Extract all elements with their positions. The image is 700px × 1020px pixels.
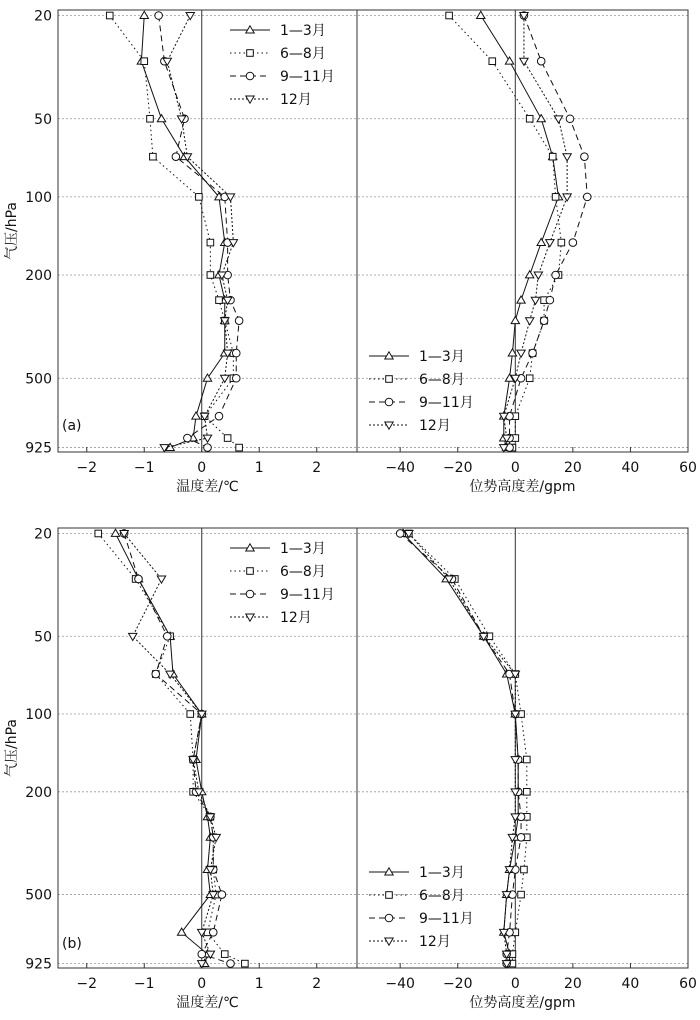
data-point bbox=[563, 194, 571, 201]
data-point bbox=[198, 950, 206, 958]
data-point bbox=[537, 115, 545, 122]
legend-label: 1—3月 bbox=[280, 541, 326, 557]
data-point bbox=[524, 756, 531, 763]
data-point bbox=[552, 271, 560, 279]
x-axis-label: 位势高度差/gpm bbox=[469, 995, 576, 1011]
data-point bbox=[218, 891, 226, 899]
data-point bbox=[520, 58, 528, 65]
data-point bbox=[192, 412, 200, 419]
data-point bbox=[155, 12, 163, 20]
legend-marker bbox=[385, 914, 393, 922]
data-point bbox=[531, 297, 539, 304]
x-tick-label: −1 bbox=[133, 460, 155, 476]
series-line bbox=[124, 533, 230, 963]
data-point bbox=[147, 115, 154, 122]
legend-marker bbox=[385, 868, 393, 875]
data-point bbox=[396, 530, 404, 538]
x-tick-label: 20 bbox=[563, 460, 582, 476]
series-line bbox=[141, 15, 224, 447]
legend-label: 1—3月 bbox=[280, 23, 326, 39]
data-point bbox=[546, 296, 554, 304]
data-point bbox=[135, 575, 143, 583]
data-point bbox=[152, 670, 160, 678]
data-point bbox=[534, 272, 542, 279]
y-tick-label: 200 bbox=[25, 267, 52, 284]
data-point bbox=[95, 530, 102, 537]
legend-marker bbox=[247, 568, 254, 575]
data-point bbox=[505, 57, 513, 64]
subplot-geopotential bbox=[357, 528, 697, 1011]
data-point bbox=[140, 11, 148, 18]
data-point bbox=[537, 238, 545, 245]
data-point bbox=[235, 317, 243, 325]
y-axis-label: 气压/hPa bbox=[4, 719, 20, 777]
data-point bbox=[583, 193, 591, 201]
data-point bbox=[221, 951, 228, 958]
x-tick-label: −20 bbox=[442, 460, 473, 476]
y-tick-label: 100 bbox=[25, 189, 52, 206]
legend-marker bbox=[385, 938, 393, 945]
data-point bbox=[186, 13, 194, 20]
data-point bbox=[141, 58, 148, 65]
y-tick-label: 20 bbox=[34, 526, 52, 543]
y-tick-label: 100 bbox=[25, 707, 52, 724]
x-tick-label: −20 bbox=[442, 976, 473, 992]
x-tick-label: 60 bbox=[679, 460, 697, 476]
series-line bbox=[116, 533, 211, 963]
legend-label: 6—8月 bbox=[280, 564, 326, 580]
data-point bbox=[517, 350, 525, 357]
x-tick-label: −40 bbox=[385, 976, 415, 992]
x-tick-label: 2 bbox=[312, 460, 322, 476]
legend-label: 12月 bbox=[280, 92, 312, 108]
legend bbox=[369, 865, 474, 950]
series-4 bbox=[160, 13, 237, 452]
data-point bbox=[521, 866, 528, 873]
data-point bbox=[526, 375, 533, 382]
data-point bbox=[150, 153, 157, 160]
x-tick-label: 40 bbox=[621, 460, 640, 476]
data-point bbox=[216, 297, 223, 304]
legend-label: 9—11月 bbox=[280, 587, 335, 603]
x-tick-label: −1 bbox=[133, 976, 155, 992]
legend-marker bbox=[246, 72, 254, 80]
plot-frame bbox=[357, 10, 688, 452]
x-tick-label: −2 bbox=[76, 976, 98, 992]
data-point bbox=[540, 317, 548, 325]
x-tick-label: 40 bbox=[621, 976, 640, 992]
data-point bbox=[232, 349, 240, 357]
data-point bbox=[187, 711, 194, 718]
y-tick-label: 500 bbox=[25, 887, 52, 904]
legend-marker bbox=[386, 892, 393, 899]
data-point bbox=[525, 271, 533, 278]
data-point bbox=[525, 318, 533, 325]
x-tick-label: 20 bbox=[563, 976, 582, 992]
data-point bbox=[163, 632, 171, 640]
legend-label: 12月 bbox=[280, 610, 312, 626]
legend bbox=[230, 23, 335, 108]
data-point bbox=[526, 115, 533, 122]
legend-marker bbox=[385, 398, 393, 406]
data-point bbox=[524, 788, 531, 795]
data-point bbox=[172, 153, 180, 161]
subplot-temperature bbox=[58, 528, 357, 1011]
panel-label: (b) bbox=[62, 936, 82, 952]
data-point bbox=[209, 929, 217, 937]
data-point bbox=[157, 576, 165, 583]
data-point bbox=[518, 891, 525, 898]
data-point bbox=[184, 434, 192, 442]
legend-marker bbox=[385, 422, 393, 429]
data-point bbox=[196, 194, 203, 201]
legend-marker bbox=[247, 50, 254, 57]
x-tick-label: 0 bbox=[510, 976, 520, 992]
series-2 bbox=[106, 12, 242, 451]
x-axis-label: 温度差/℃ bbox=[176, 479, 239, 495]
data-point bbox=[204, 444, 212, 452]
data-point bbox=[517, 296, 525, 303]
data-point bbox=[242, 960, 249, 967]
series-2 bbox=[95, 530, 248, 967]
data-point bbox=[446, 12, 453, 19]
legend-label: 9—11月 bbox=[419, 911, 474, 927]
data-point bbox=[227, 960, 235, 968]
legend-label: 1—3月 bbox=[419, 349, 465, 365]
series-line bbox=[124, 533, 216, 963]
y-tick-label: 925 bbox=[25, 440, 52, 457]
data-point bbox=[511, 316, 519, 323]
x-axis-label: 位势高度差/gpm bbox=[469, 479, 576, 495]
data-point bbox=[569, 239, 577, 247]
legend-marker bbox=[385, 352, 393, 359]
y-tick-label: 20 bbox=[34, 8, 52, 25]
series-line bbox=[510, 15, 588, 447]
data-point bbox=[203, 374, 211, 381]
data-point bbox=[563, 154, 571, 161]
data-point bbox=[477, 11, 485, 18]
legend-label: 12月 bbox=[419, 934, 451, 950]
data-point bbox=[106, 12, 113, 19]
legend-label: 12月 bbox=[419, 418, 451, 434]
legend-marker bbox=[246, 590, 254, 598]
x-tick-label: −2 bbox=[76, 460, 98, 476]
series-line bbox=[159, 15, 240, 447]
y-tick-label: 500 bbox=[25, 371, 52, 388]
data-point bbox=[552, 194, 559, 201]
x-tick-label: 0 bbox=[510, 460, 520, 476]
x-tick-label: 60 bbox=[679, 976, 697, 992]
y-tick-label: 50 bbox=[34, 629, 52, 646]
legend-label: 1—3月 bbox=[419, 865, 465, 881]
legend-marker bbox=[246, 96, 254, 103]
legend-label: 6—8月 bbox=[419, 888, 465, 904]
series-line bbox=[98, 533, 245, 963]
data-point bbox=[529, 349, 537, 357]
legend-marker bbox=[246, 544, 254, 551]
data-point bbox=[517, 833, 525, 841]
data-point bbox=[207, 272, 214, 279]
y-tick-label: 200 bbox=[25, 784, 52, 801]
data-point bbox=[157, 115, 165, 122]
x-tick-label: 1 bbox=[254, 460, 264, 476]
legend-marker bbox=[386, 376, 393, 383]
data-point bbox=[221, 375, 229, 382]
y-tick-label: 50 bbox=[34, 111, 52, 128]
legend-label: 9—11月 bbox=[280, 69, 335, 85]
panel-b bbox=[4, 526, 697, 1011]
plot-frame bbox=[357, 528, 688, 968]
x-tick-label: 0 bbox=[197, 976, 207, 992]
data-point bbox=[207, 239, 214, 246]
data-point bbox=[489, 58, 496, 65]
x-tick-label: 2 bbox=[312, 976, 322, 992]
data-point bbox=[549, 153, 556, 160]
series-line bbox=[449, 15, 561, 447]
x-axis-label: 温度差/℃ bbox=[176, 995, 239, 1011]
data-point bbox=[232, 374, 240, 382]
legend bbox=[230, 541, 335, 626]
series-line bbox=[110, 15, 239, 447]
data-point bbox=[111, 529, 119, 536]
data-point bbox=[546, 240, 554, 247]
data-point bbox=[537, 57, 545, 65]
legend-label: 6—8月 bbox=[280, 46, 326, 62]
data-point bbox=[566, 115, 574, 123]
legend-marker bbox=[246, 614, 254, 621]
legend bbox=[369, 349, 474, 434]
series-line bbox=[504, 15, 567, 447]
data-point bbox=[215, 412, 223, 420]
series-3 bbox=[120, 530, 234, 968]
series-3 bbox=[155, 12, 243, 452]
panel-a bbox=[4, 8, 697, 495]
legend-label: 9—11月 bbox=[419, 395, 474, 411]
legend-marker bbox=[246, 26, 254, 33]
data-point bbox=[129, 633, 137, 640]
legend-label: 6—8月 bbox=[419, 372, 465, 388]
x-tick-label: −40 bbox=[385, 460, 415, 476]
panel-label: (a) bbox=[62, 418, 82, 434]
series-4 bbox=[120, 531, 220, 968]
data-point bbox=[558, 239, 565, 246]
x-tick-label: 1 bbox=[254, 976, 264, 992]
subplot-temperature bbox=[58, 10, 357, 495]
series-1 bbox=[137, 11, 229, 450]
y-axis-label: 气压/hPa bbox=[4, 202, 20, 260]
data-point bbox=[554, 116, 562, 123]
data-point bbox=[236, 444, 243, 451]
x-tick-label: 0 bbox=[197, 460, 207, 476]
data-point bbox=[224, 435, 231, 442]
series-1 bbox=[111, 529, 214, 966]
series-4 bbox=[500, 13, 572, 452]
subplot-geopotential bbox=[357, 10, 697, 495]
data-point bbox=[581, 153, 589, 161]
y-tick-label: 925 bbox=[25, 956, 52, 973]
